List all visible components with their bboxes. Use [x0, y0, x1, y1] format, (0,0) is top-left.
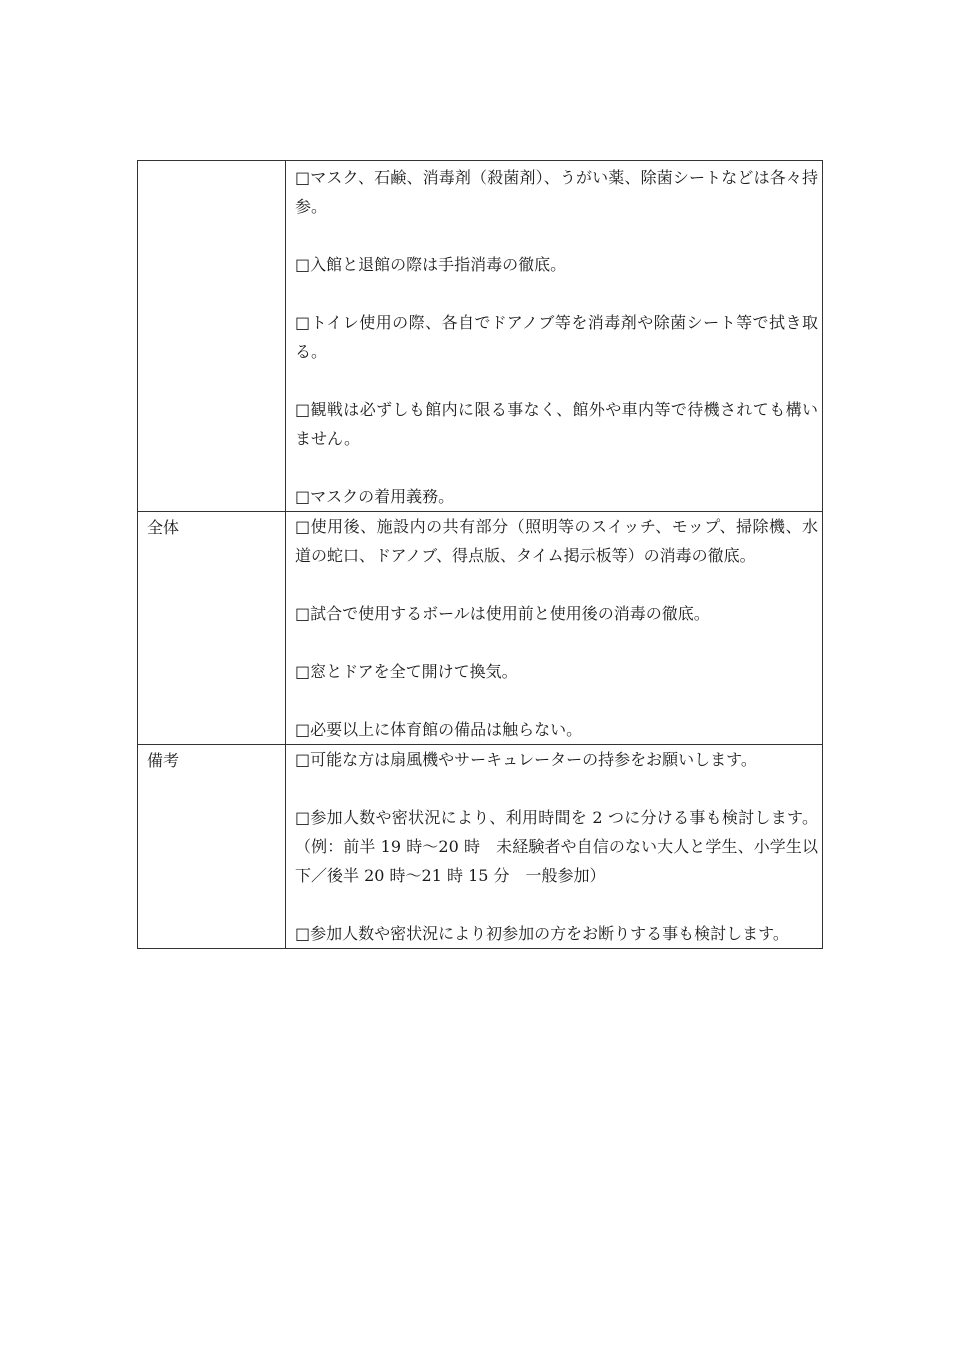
list-item: □必要以上に体育館の備品は触らない。 — [295, 720, 583, 739]
row-label-cell — [138, 512, 286, 745]
table-row — [138, 745, 823, 949]
list-item: □観戦は必ずしも館内に限る事なく、館外や車内等で待機されても構いません。 — [295, 400, 818, 448]
row-label — [138, 161, 285, 162]
list-item: □試合で使用するボールは使用前と使用後の消毒の徹底。 — [295, 604, 710, 623]
row-items-cell — [286, 745, 823, 949]
list-item: □マスク、石鹸、消毒剤（殺菌剤）、うがい薬、除菌シートなどは各々持参。 — [295, 168, 818, 216]
list-item: □トイレ使用の際、各自でドアノブ等を消毒剤や除菌シート等で拭き取る。 — [295, 313, 818, 361]
list-item: □マスクの着用義務。 — [295, 487, 455, 506]
rules-table — [137, 160, 823, 949]
row-items-cell — [286, 512, 823, 745]
list-item: □窓とドアを全て開けて換気。 — [295, 662, 518, 681]
row-items-cell — [286, 161, 823, 512]
list-item: □参加人数や密状況により、利用時間を 2 つに分ける事も検討します。（例：前半 19 時～20 時 未経験者や自信のない大人と学生、小学生以下／後半 20 時～21 時 15 分 一般参加） — [295, 808, 818, 885]
list-item: □入館と退館の際は手指消毒の徹底。 — [295, 255, 567, 274]
list-item: □可能な方は扇風機やサーキュレーターの持参をお願いします。 — [295, 750, 757, 769]
row-label-cell — [138, 745, 286, 949]
table-row — [138, 512, 823, 745]
list-item: □使用後、施設内の共有部分（照明等のスイッチ、モップ、掃除機、水道の蛇口、ドアノブ、得点版、タイム掲示板等）の消毒の徹底。 — [295, 517, 818, 565]
list-item: □参加人数や密状況により初参加の方をお断りする事も検討します。 — [295, 924, 789, 943]
row-label-cell — [138, 161, 286, 512]
table-row — [138, 161, 823, 512]
row-label: 備考 — [147, 751, 180, 770]
row-label: 全体 — [147, 518, 180, 537]
